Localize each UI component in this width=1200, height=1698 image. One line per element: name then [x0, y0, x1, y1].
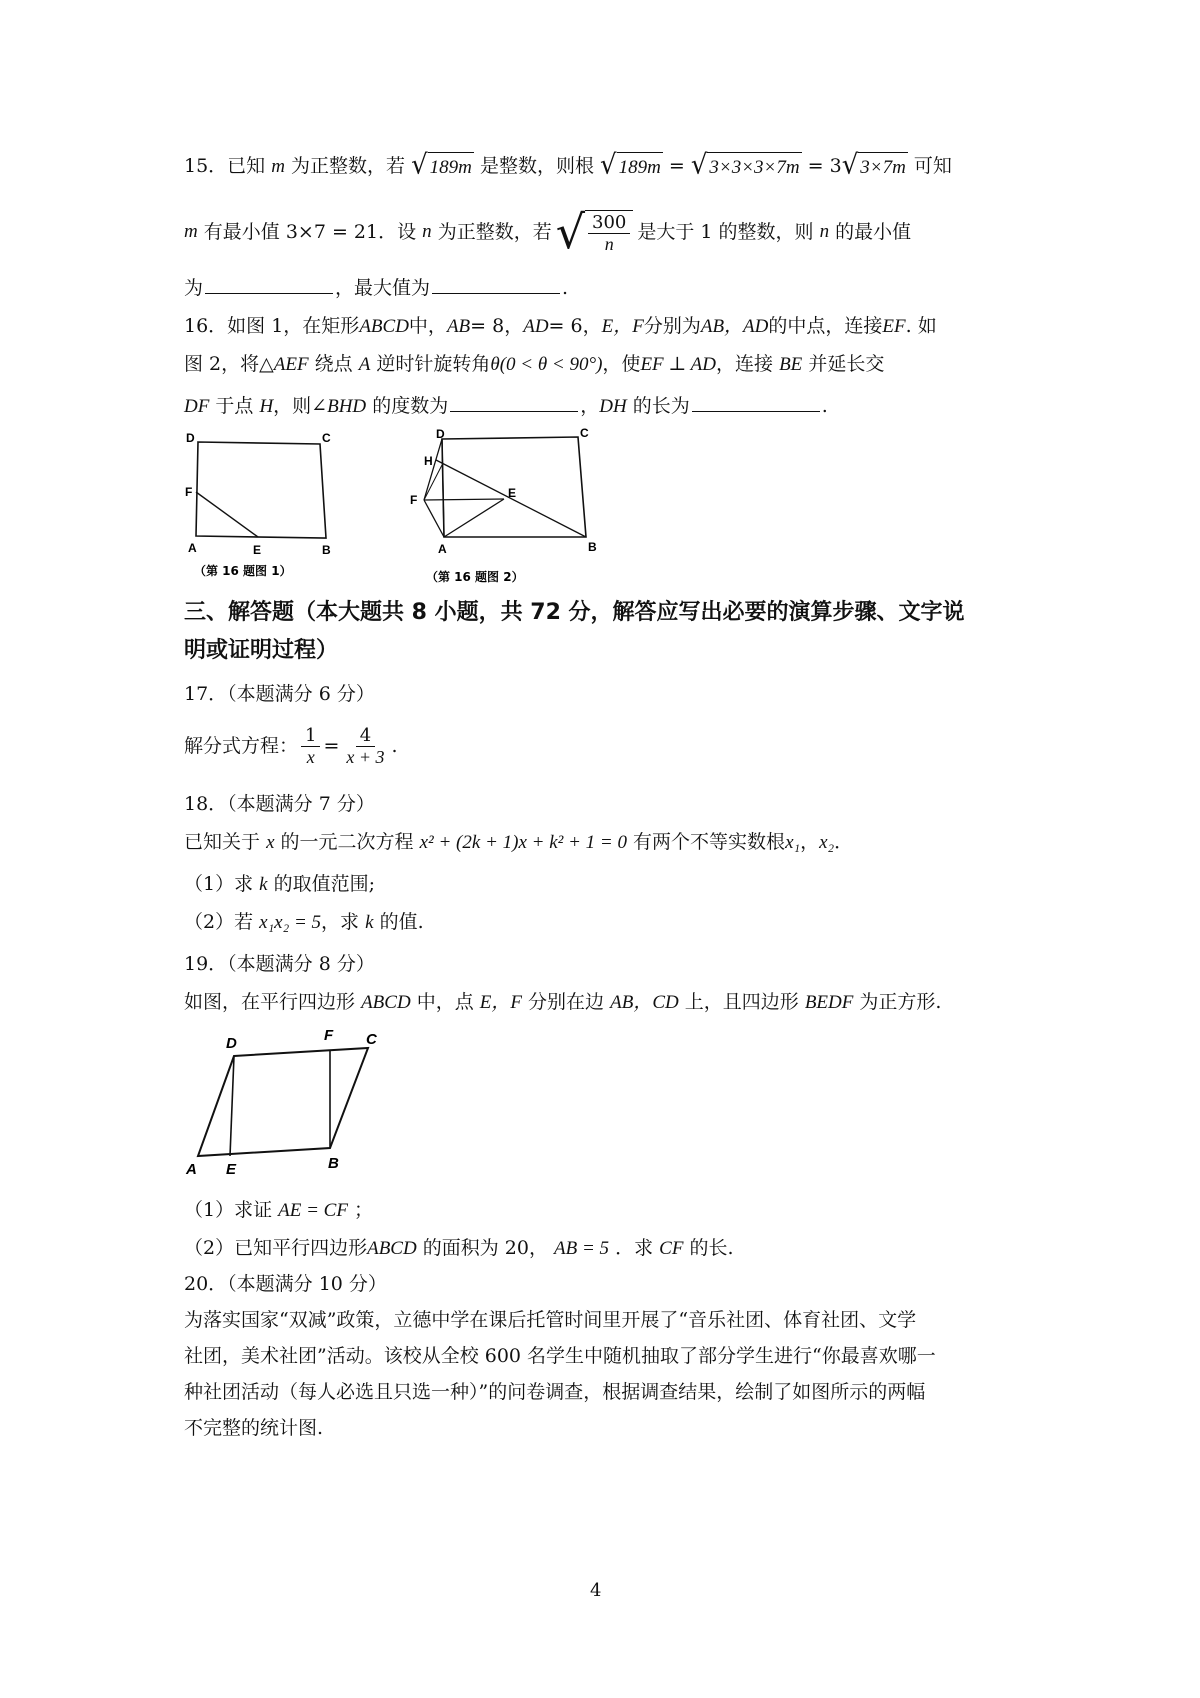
label-d2: D — [436, 427, 445, 441]
q19-head: 19．（本题满分 8 分） — [184, 953, 375, 975]
fig2-caption: （第 16 题图 2） — [426, 570, 524, 584]
label-e2: E — [508, 486, 517, 500]
label-e: E — [253, 543, 262, 557]
sqrt-189m: √ 189m — [411, 149, 472, 181]
page-number: 4 — [590, 1580, 602, 1601]
answer-blank-angle[interactable] — [450, 393, 578, 412]
label-b3: B — [328, 1155, 339, 1172]
q20-line-2: 社团，美术社团”活动。该校从全校 600 名学生中随机抽取了部分学生进行“你最喜欢哪一 — [184, 1345, 936, 1367]
label-a3: A — [186, 1161, 197, 1176]
section-3-heading-line-2: 明或证明过程） — [184, 638, 339, 663]
q16-line-2: 图 2，将△AEF 绕点 A 逆时针旋转角θ(0 < θ < 90°)，使EF ⊥ AD，连接 BE 并延长交 — [184, 353, 885, 375]
q20-line-4: 不完整的统计图. — [184, 1417, 324, 1439]
label-c3: C — [366, 1031, 377, 1048]
figure-16-1 — [180, 430, 350, 580]
q15-line-1: 15．已知 m 为正整数，若 √ 189m 是整数，则根 √ 189m = √ 3×3×3×7m = 3 √ 3×7m 可知 — [184, 149, 952, 181]
sqrt-3x7m: √ 3×7m — [841, 149, 906, 181]
q19-part-1: （1）求证 AE = CF ； — [184, 1199, 374, 1221]
label-h: H — [424, 454, 433, 468]
answer-blank-dh[interactable] — [692, 393, 820, 412]
label-a2: A — [438, 542, 447, 556]
label-f: F — [185, 485, 193, 499]
sqrt-3x3x3x7m: √ 3×3×3×7m — [690, 149, 800, 181]
segment-fe — [424, 499, 504, 500]
label-a: A — [188, 541, 197, 555]
fraction-1-over-x: $\frac{1}{x}$ — [301, 726, 320, 767]
section-3-heading-line-1: 三、解答题（本大题共 8 小题，共 72 分，解答应写出必要的演算步骤、文字说 — [184, 600, 965, 625]
q19-part-2: （2）已知平行四边形ABCD 的面积为 20， AB = 5 ．求 CF 的长. — [184, 1237, 734, 1259]
fraction-4-over-x3: $\frac{4}{x + 3}$ — [346, 724, 385, 767]
q20-line-1: 为落实国家“双减”政策，立德中学在课后托管时间里开展了“音乐社团、体育社团、文学 — [184, 1309, 917, 1331]
q15-line-3: 为 ，最大值为 . — [184, 277, 569, 299]
label-c2: C — [580, 426, 589, 440]
q18-part-1: （1）求 k 的取值范围; — [184, 873, 376, 895]
answer-blank-min[interactable] — [205, 275, 333, 294]
q18-part-2: （2）若 x₁x₂ = 5，求 k 的值. — [184, 911, 424, 933]
q19-line-1: 如图，在平行四边形 ABCD 中，点 E，F 分别在边 AB，CD 上，且四边形 BEDF 为正方形. — [184, 991, 942, 1013]
q20-line-3: 种社团活动（每人必选且只选一种）”的问卷调查，根据调查结果，绘制了如图所示的两幅 — [184, 1381, 926, 1403]
label-d3: D — [226, 1035, 237, 1052]
rectangle-abcd — [196, 442, 326, 538]
q18-head: 18．（本题满分 7 分） — [184, 793, 375, 815]
label-d: D — [186, 431, 195, 445]
q17-body: 解分式方程： $\frac{1}{x}$ = $\frac{4}{x + 3}$ . — [184, 724, 398, 767]
label-b2: B — [588, 540, 597, 554]
q20-head: 20．（本题满分 10 分） — [184, 1273, 387, 1295]
segment-ef — [196, 492, 258, 537]
figure-19 — [180, 1026, 400, 1176]
label-f3: F — [324, 1027, 334, 1044]
segment-af — [424, 500, 444, 537]
q18-line-1: 已知关于 x 的一元二次方程 x² + (2k + 1)x + k² + 1 = 0 有两个不等实数根x₁，x₂． — [184, 831, 854, 853]
label-c: C — [322, 431, 331, 445]
q16-line-1: 16．如图 1，在矩形ABCD中，AB= 8，AD= 6，E，F分别为AB，AD的中点，连接EF. 如 — [184, 315, 937, 337]
fig1-caption: （第 16 题图 1） — [194, 564, 292, 578]
figure-16-2 — [400, 425, 620, 590]
sqrt-189m-2: √ 189m — [600, 149, 661, 181]
var-m: m — [271, 156, 285, 177]
sqrt-300-over-n: √ $\frac{300}{n}$ — [556, 210, 634, 254]
segment-de — [230, 1056, 234, 1156]
segment-ae — [444, 499, 504, 537]
answer-blank-max[interactable] — [432, 275, 560, 294]
label-e3: E — [226, 1161, 237, 1176]
q16-line-3: DF 于点 H，则∠BHD 的度数为 ，DH 的长为 . — [184, 395, 828, 417]
label-b: B — [322, 543, 331, 557]
label-f2: F — [410, 493, 418, 507]
q15-line-2: m 有最小值 3×7 = 21．设 n 为正整数，若 √ $\frac{300}{n}$ 是大于 1 的整数，则 n 的最小值 — [184, 205, 912, 259]
q17-head: 17．（本题满分 6 分） — [184, 683, 375, 705]
parallelogram-abcd — [198, 1048, 368, 1156]
